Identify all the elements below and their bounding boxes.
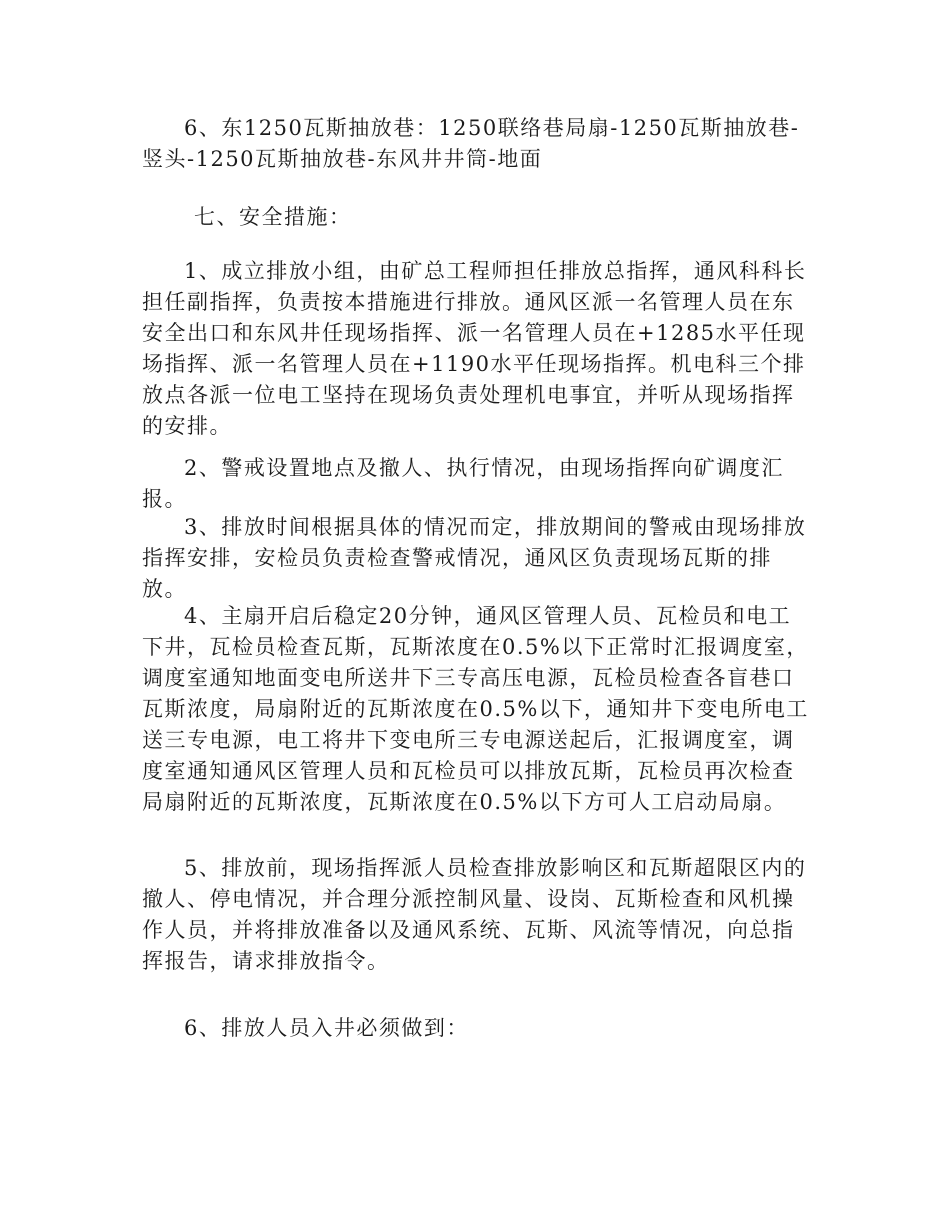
- paragraph-measure-2: 2、警戒设置地点及撤人、执行情况，由现场指挥向矿调度汇报。: [142, 456, 784, 511]
- paragraph-measure-5: 5、排放前，现场指挥派人员检查排放影响区和瓦斯超限区内的撤人、停电情况，并合理分派控制风量、设岗、瓦斯检查和风机操作人员，并将排放准备以及通风系统、瓦斯、风流等情况，向总指挥报告，请求排放指令。: [142, 856, 807, 973]
- paragraph-measure-4: 4、主扇开启后稳定20分钟，通风区管理人员、瓦检员和电工下井，瓦检员检查瓦斯，瓦斯浓度在0.5%以下正常时汇报调度室，调度室通知地面变电所送井下三专高压电源，瓦检员检查各盲巷口瓦斯浓度，局扇附近的瓦斯浓度在0.5%以下，通知井下变电所电工送三专电源，电工将井下变电所三专电源送起后，汇报调度室，调度室通知通风区管理人员和瓦检员可以排放瓦斯，瓦检员再次检查局扇附近的瓦斯浓度，瓦斯浓度在0.5%以下方可人工启动局扇。: [142, 604, 809, 814]
- paragraph-route-east-1250: 6、东1250瓦斯抽放巷：1250联络巷局扇-1250瓦斯抽放巷-竖头-1250瓦斯抽放巷-东风井井筒-地面: [142, 116, 800, 171]
- paragraph-measure-3: 3、排放时间根据具体的情况而定，排放期间的警戒由现场排放指挥安排，安检员负责检查警戒情况，通风区负责现场瓦斯的排放。: [142, 515, 807, 601]
- paragraph-measure-1: 1、成立排放小组，由矿总工程师担任排放总指挥，通风科科长担任副指挥，负责按本措施进行排放。通风区派一名管理人员在东安全出口和东风井任现场指挥、派一名管理人员在+1285水平任现场指挥、派一名管理人员在+1190水平任现场指挥。机电科三个排放点各派一位电工坚持在现场负责处理机电事宜，并听从现场指挥的安排。: [142, 259, 807, 438]
- section-heading-safety-measures: 七、安全措施：: [194, 205, 352, 229]
- paragraph-measure-6: 6、排放人员入井必须做到：: [184, 1016, 469, 1040]
